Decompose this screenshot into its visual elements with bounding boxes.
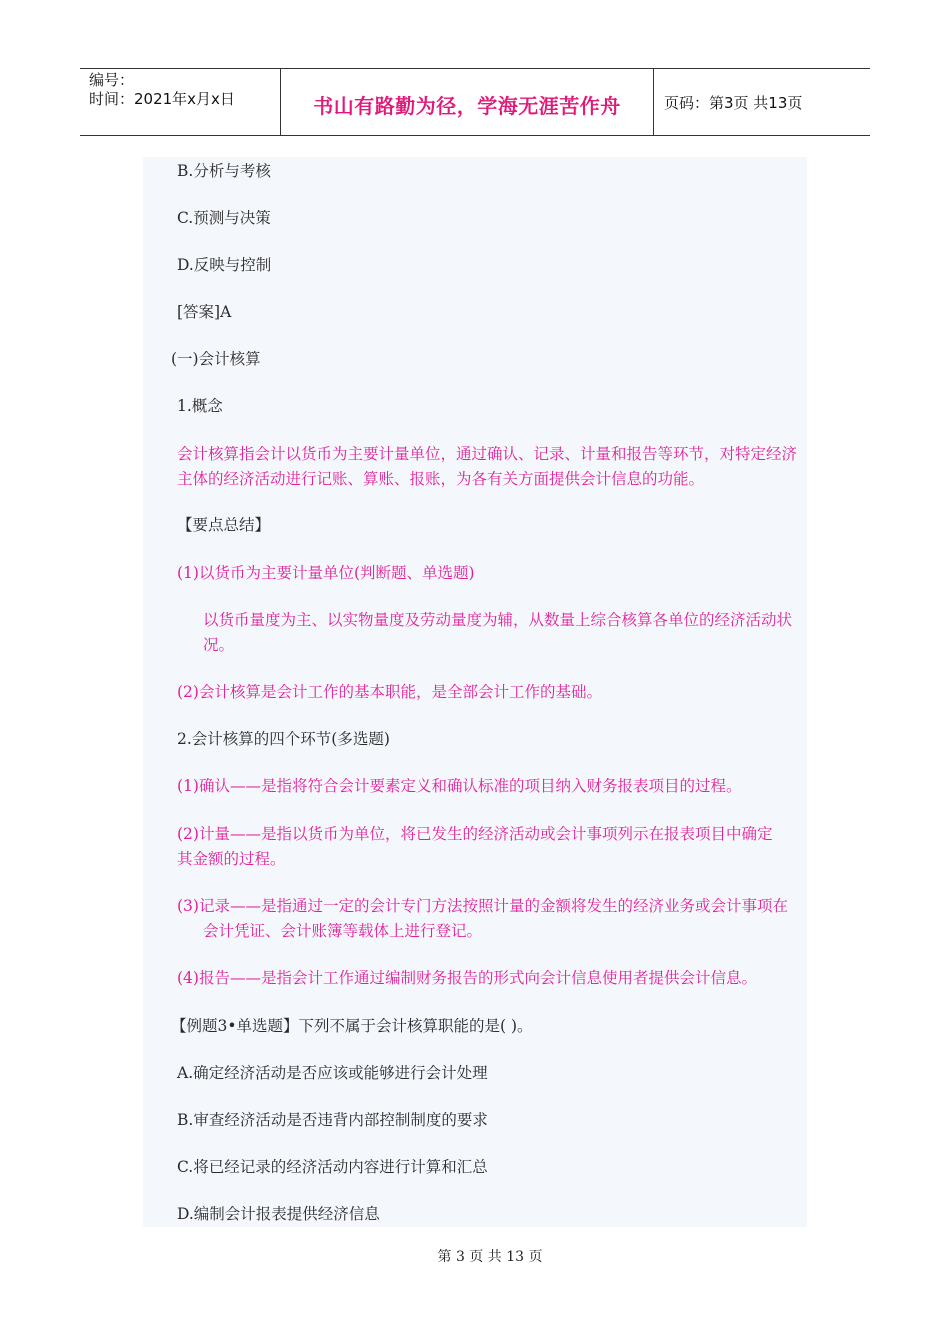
answer-line: [答案]A	[177, 303, 232, 321]
key-point-2: (2)会计核算是会计工作的基本职能，是全部会计工作的基础。	[177, 683, 602, 701]
subsection-four-steps: 2.会计核算的四个环节(多选题)	[177, 730, 390, 748]
step-recording-text: (3)记录——是指通过一定的会计专门方法按照计量的金额将发生的经济业务或会计事项在会计凭证、会计账簿等载体上进行登记。	[177, 897, 788, 940]
example-question: 【例题3•单选题】下列不属于会计核算职能的是( )。	[171, 1017, 533, 1035]
option-c: C.预测与决策	[177, 209, 271, 227]
content-area	[143, 157, 807, 1227]
option-d: D.反映与控制	[177, 256, 272, 274]
step-reporting: (4)报告——是指会计工作通过编制财务报告的形式向会计信息使用者提供会计信息。	[177, 969, 757, 987]
key-point-1: (1)以货币为主要计量单位(判断题、单选题)	[177, 564, 475, 582]
example-option-a: A.确定经济活动是否应该或能够进行会计处理	[177, 1064, 488, 1082]
example-option-b: B.审查经济活动是否违背内部控制制度的要求	[177, 1111, 488, 1129]
page-footer: 第 3 页 共 13 页	[437, 1249, 543, 1265]
time-label: 时间：2021年x月x日	[89, 90, 235, 108]
header-motto: 书山有路勤为径，学海无涯苦作舟	[281, 69, 654, 135]
key-points-heading: 【要点总结】	[177, 516, 271, 534]
subsection-concept: 1.概念	[177, 397, 223, 415]
key-point-1-detail: 以货币量度为主、以实物量度及劳动量度为辅，从数量上综合核算各单位的经济活动状况。	[203, 611, 793, 654]
step-recording	[177, 894, 803, 944]
option-b: B.分析与考核	[177, 162, 271, 180]
header-meta	[80, 69, 281, 135]
step-measurement	[177, 822, 777, 872]
step-recognition: (1)确认——是指将符合会计要素定义和确认标准的项目纳入财务报表项目的过程。	[177, 777, 742, 795]
step-measurement-text: (2)计量——是指以货币为单位，将已发生的经济活动或会计事项列示在报表项目中确定其金额的过程。	[177, 825, 773, 868]
page-header	[80, 68, 870, 136]
section-heading: (一)会计核算	[171, 350, 261, 368]
number-label: 编号：	[89, 71, 135, 89]
example-option-c: C.将已经记录的经济活动内容进行计算和汇总	[177, 1158, 488, 1176]
header-page-info: 页码：第3页 共13页	[664, 93, 803, 112]
example-option-d: D.编制会计报表提供经济信息	[177, 1205, 380, 1223]
concept-paragraph: 会计核算指会计以货币为主要计量单位，通过确认、记录、计量和报告等环节，对特定经济主体的经济活动进行记账、算账、报账，为各有关方面提供会计信息的功能。	[177, 445, 798, 488]
